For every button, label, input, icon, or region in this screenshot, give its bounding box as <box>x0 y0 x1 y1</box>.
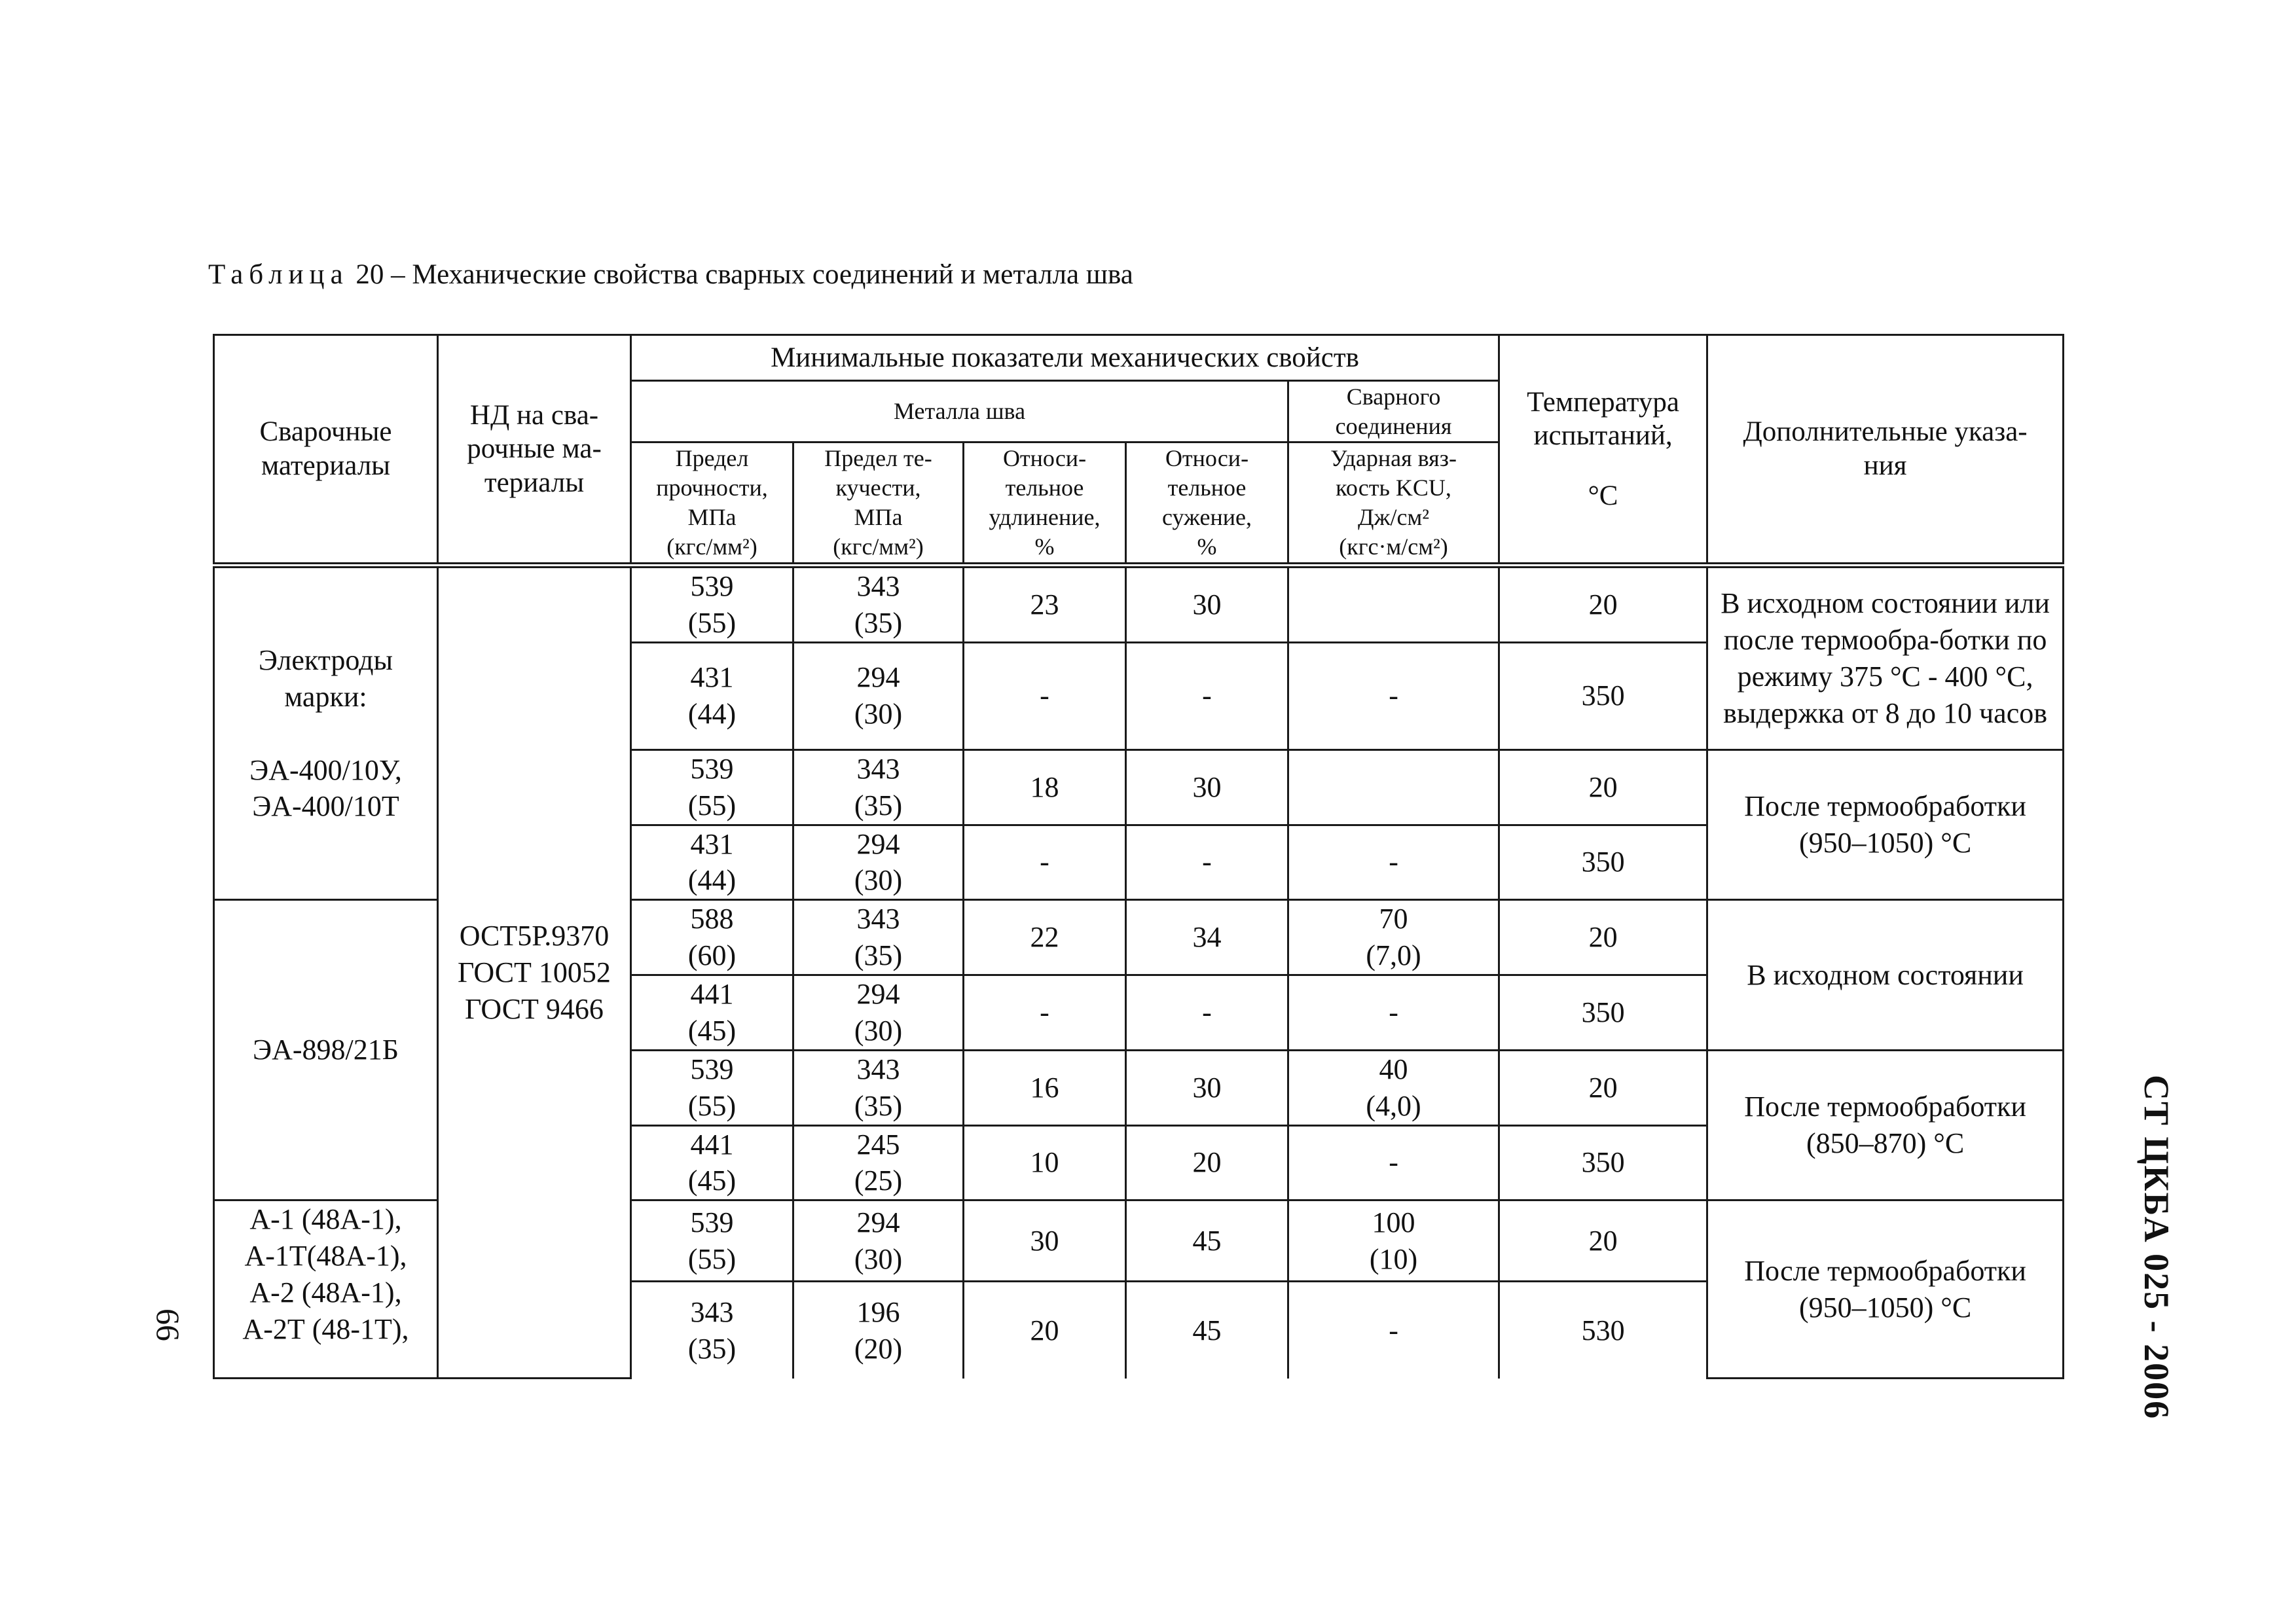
strength-cell: 539 (55) <box>631 749 793 825</box>
yield-cell: 196 (20) <box>793 1282 964 1379</box>
impact-cell: - <box>1288 1282 1499 1379</box>
impact-cell: 70 (7,0) <box>1288 900 1499 975</box>
header-strength: Предел прочности, МПа (кгс/мм²) <box>631 442 793 566</box>
mechanical-properties-table <box>213 334 2064 1379</box>
impact-cell: - <box>1288 642 1499 749</box>
notes-cell: После термообработки (950–1050) °C <box>1707 749 2064 900</box>
elongation-cell: 16 <box>964 1050 1126 1125</box>
material-cell: Электроды марки: ЭА-400/10У, ЭА-400/10Т <box>214 566 438 900</box>
notes-cell: После термообработки (950–1050) °C <box>1707 1200 2064 1379</box>
impact-cell: - <box>1288 975 1499 1051</box>
header-min-props: Минимальные показатели механических свойств <box>631 335 1499 381</box>
reduction-cell: 20 <box>1126 1125 1288 1200</box>
reduction-cell: 30 <box>1126 1050 1288 1125</box>
header-joint: Сварного соединения <box>1288 381 1499 442</box>
elongation-cell: 23 <box>964 566 1126 643</box>
material-cell: А-1 (48А-1), А-1Т(48А-1), А-2 (48А-1), А-2Т (48-1Т), <box>214 1200 438 1379</box>
reduction-cell: - <box>1126 975 1288 1051</box>
notes-cell: В исходном состоянии или после термообра-ботки по режиму 375 °C - 400 °C, выдержка от 8 до 10 часов <box>1707 566 2064 750</box>
header-nd: НД на сва- рочные ма- териалы <box>438 335 631 566</box>
yield-cell: 343 (35) <box>793 566 964 643</box>
reduction-cell: 34 <box>1126 900 1288 975</box>
material-cell: ЭА-898/21Б <box>214 900 438 1200</box>
notes-cell: В исходном состоянии <box>1707 900 2064 1051</box>
temperature-unit: °C <box>1588 480 1618 511</box>
strength-cell: 431 (44) <box>631 642 793 749</box>
elongation-cell: 20 <box>964 1282 1126 1379</box>
header-temperature: Температура испытаний, °C <box>1499 335 1707 566</box>
temperature-cell: 350 <box>1499 642 1707 749</box>
impact-cell: 100 (10) <box>1288 1200 1499 1282</box>
yield-cell: 343 (35) <box>793 900 964 975</box>
temperature-cell: 20 <box>1499 566 1707 643</box>
strength-cell: 539 (55) <box>631 1200 793 1282</box>
strength-cell: 441 (45) <box>631 975 793 1051</box>
temperature-cell: 20 <box>1499 749 1707 825</box>
reduction-cell: 45 <box>1126 1282 1288 1379</box>
temperature-cell: 20 <box>1499 900 1707 975</box>
elongation-cell: - <box>964 642 1126 749</box>
strength-cell: 539 (55) <box>631 566 793 643</box>
elongation-cell: 10 <box>964 1125 1126 1200</box>
reduction-cell: 45 <box>1126 1200 1288 1282</box>
header-impact: Ударная вяз- кость KCU, Дж/см² (кгс·м/см²) <box>1288 442 1499 566</box>
yield-cell: 343 (35) <box>793 1050 964 1125</box>
strength-cell: 343 (35) <box>631 1282 793 1379</box>
temperature-cell: 20 <box>1499 1200 1707 1282</box>
elongation-cell: 18 <box>964 749 1126 825</box>
impact-cell <box>1288 566 1499 643</box>
temperature-cell: 350 <box>1499 825 1707 900</box>
strength-cell: 441 (45) <box>631 1125 793 1200</box>
reduction-cell: - <box>1126 825 1288 900</box>
notes-cell: После термообработки (850–870) °C <box>1707 1050 2064 1200</box>
header-weld-metal: Металла шва <box>631 381 1288 442</box>
elongation-cell: 22 <box>964 900 1126 975</box>
impact-cell: 40 (4,0) <box>1288 1050 1499 1125</box>
yield-cell: 294 (30) <box>793 642 964 749</box>
header-reduction: Относи- тельное сужение, % <box>1126 442 1288 566</box>
yield-cell: 294 (30) <box>793 1200 964 1282</box>
temperature-cell: 350 <box>1499 975 1707 1051</box>
nd-cell: ОСТ5Р.9370 ГОСТ 10052 ГОСТ 9466 <box>438 566 631 1379</box>
caption-text: 20 – Механические свойства сварных соединений и металла шва <box>348 259 1133 290</box>
strength-cell: 539 (55) <box>631 1050 793 1125</box>
strength-cell: 588 (60) <box>631 900 793 975</box>
header-materials: Сварочные материалы <box>214 335 438 566</box>
yield-cell: 294 (30) <box>793 975 964 1051</box>
reduction-cell: 30 <box>1126 566 1288 643</box>
document-code-text: СТ ЦКБА 025 - 2006 <box>2137 1075 2176 1420</box>
temperature-cell: 530 <box>1499 1282 1707 1379</box>
elongation-cell: - <box>964 825 1126 900</box>
strength-cell: 431 (44) <box>631 825 793 900</box>
yield-cell: 245 (25) <box>793 1125 964 1200</box>
reduction-cell: 30 <box>1126 749 1288 825</box>
header-notes: Дополнительные указа- ния <box>1707 335 2064 566</box>
document-code <box>2036 1075 2296 1420</box>
header-elongation: Относи- тельное удлинение, % <box>964 442 1126 566</box>
temperature-cell: 20 <box>1499 1050 1707 1125</box>
header-yield: Предел те- кучести, МПа (кгс/мм²) <box>793 442 964 566</box>
reduction-cell: - <box>1126 642 1288 749</box>
yield-cell: 343 (35) <box>793 749 964 825</box>
elongation-cell: - <box>964 975 1126 1051</box>
impact-cell: - <box>1288 825 1499 900</box>
impact-cell <box>1288 749 1499 825</box>
yield-cell: 294 (30) <box>793 825 964 900</box>
elongation-cell: 30 <box>964 1200 1126 1282</box>
caption-label: Таблица <box>208 259 349 290</box>
impact-cell: - <box>1288 1125 1499 1200</box>
temperature-cell: 350 <box>1499 1125 1707 1200</box>
page-number: 66 <box>150 1308 187 1341</box>
table-caption <box>208 259 1133 291</box>
